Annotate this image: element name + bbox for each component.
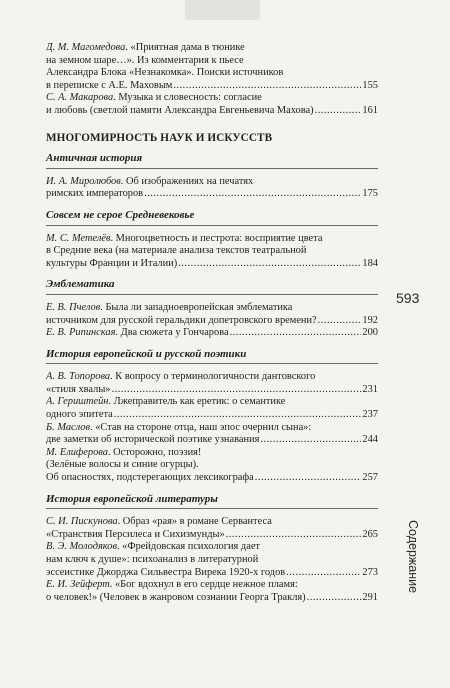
entry-author: С. А. Макарова: [46, 92, 114, 104]
entry-text: одного эпитета: [46, 409, 113, 421]
section-title: История европейской литературы: [46, 493, 378, 510]
entry-line-text: [46, 529, 225, 542]
entry-page-number: 192: [362, 314, 378, 326]
entry-text: . Многоцветность и пестрота: восприятие цвета: [110, 232, 323, 244]
entry-page-number: 237: [362, 409, 378, 421]
dot-leader: [307, 592, 362, 605]
dot-leader: [255, 472, 362, 485]
toc-entry: [46, 447, 378, 485]
dot-leader: [286, 567, 361, 580]
toc-entry: [46, 92, 378, 117]
dot-leader: [226, 529, 362, 542]
entry-page-number: 161: [362, 104, 378, 116]
entry-text: . Музыка и словесность: согласие: [113, 92, 262, 104]
entry-page-number: 244: [362, 434, 378, 446]
entry-line: [46, 67, 378, 80]
entry-line: [46, 384, 378, 397]
entry-text: . «Бог вдохнул в его сердце нежное пламя:: [109, 579, 298, 591]
entry-author: М. С. Метелёв: [46, 232, 111, 244]
entry-line-text: [46, 472, 254, 485]
page-tab-marker: [185, 0, 260, 20]
toc-entry: [46, 396, 378, 421]
entry-line: [46, 592, 378, 605]
entry-text: источником для русской геральдики допетровского времени?: [46, 314, 317, 326]
entry-text: . Осторожно, поэзия!: [107, 446, 202, 458]
toc-entry: [46, 302, 378, 327]
entry-line: [46, 567, 378, 580]
dot-leader: [230, 327, 362, 340]
entry-line: [46, 315, 378, 328]
toc-entry: [46, 176, 378, 201]
entry-line-text: [46, 384, 111, 397]
entry-text: . Лжеправитель как еретик: о семантике: [108, 396, 286, 408]
entry-text: . Была ли западноевропейская эмблематика: [100, 301, 293, 313]
dot-leader: [178, 258, 361, 271]
toc-entry: [46, 579, 378, 604]
entry-page-number: 257: [362, 472, 378, 484]
entry-author: Е. В. Рипинская: [46, 327, 116, 339]
toc-entry: [46, 422, 378, 447]
dot-leader: [114, 409, 362, 422]
entry-text: . Об изображениях на печатях: [120, 175, 254, 187]
entry-line: [46, 327, 378, 340]
entry-text: эссеистике Джорджа Сильвестра Вирека 1920-х годов: [46, 566, 286, 578]
entry-line: [46, 92, 378, 105]
entry-line-text: [46, 327, 229, 340]
entry-text: на земном шаре…». Из комментария к пьесе: [46, 54, 244, 66]
entry-text: в Средние века (на материале анализа текстов театральной: [46, 245, 307, 257]
entry-author: Д. М. Магомедова: [46, 42, 126, 53]
toc-entry: [46, 327, 378, 340]
entry-line: [46, 176, 378, 189]
entry-line: [46, 422, 378, 435]
entry-line: [46, 579, 378, 592]
entry-line-text: [46, 188, 143, 201]
entry-author: С. И. Пискунова: [46, 516, 118, 528]
entry-line-text: [46, 434, 259, 447]
table-of-contents: [46, 42, 378, 604]
entry-line: [46, 55, 378, 68]
entry-text: нам ключ к душе»: психоанализ в литературной: [46, 554, 259, 565]
entry-line-text: [46, 105, 314, 118]
entry-text: «Странствия Персилеса и Сихизмунды»: [46, 528, 225, 540]
entry-line: [46, 516, 378, 529]
entry-text: (Зелёные волосы и синие огурцы).: [46, 459, 199, 471]
dot-leader: [112, 384, 362, 397]
entry-author: М. Елиферова: [46, 446, 108, 458]
toc-entry: [46, 233, 378, 271]
entry-line: [46, 396, 378, 409]
entry-line: [46, 541, 378, 554]
entry-page-number: 184: [362, 257, 378, 269]
entry-line-text: [46, 258, 177, 271]
entry-author: И. А. Миролюбов: [46, 175, 121, 187]
entry-line: [46, 80, 378, 93]
section-title: Эмблематика: [46, 278, 378, 295]
entry-line: [46, 371, 378, 384]
toc-entry: [46, 371, 378, 396]
running-head: Содержание: [406, 520, 420, 594]
entry-line: [46, 472, 378, 485]
entry-line-text: [46, 592, 306, 605]
entry-text: . Образ «рая» в романе Сервантеса: [117, 516, 272, 528]
dot-leader: [318, 315, 362, 328]
entry-line: [46, 529, 378, 542]
part-heading: МНОГОМИРНОСТЬ НАУК И ИСКУССТВ: [46, 131, 273, 144]
entry-page-number: 155: [362, 79, 378, 91]
entry-page-number: 273: [362, 566, 378, 578]
entry-line: [46, 459, 378, 472]
entry-line: [46, 42, 378, 55]
entry-text: культуры Франции и Италии): [46, 257, 178, 269]
dot-leader: [315, 105, 362, 118]
entry-text: о человек!» (Человек в жанровом сознании Георга Тракля): [46, 591, 306, 603]
entry-text: и любовь (светлой памяти Александра Евгеньевича Махова): [46, 104, 314, 116]
entry-line: [46, 105, 378, 118]
entry-text: . «Став на стороне отца, наш эпос очернил сына»:: [90, 421, 312, 433]
dot-leader: [144, 188, 361, 201]
entry-page-number: 231: [362, 383, 378, 395]
entry-text: в переписке с А.Е. Маховым: [46, 79, 173, 91]
entry-author: Е. В. Пчелов: [46, 301, 101, 313]
section-title: История европейской и русской поэтики: [46, 348, 378, 365]
entry-line: [46, 554, 378, 567]
entry-text: Об опасностях, подстерегающих лексикографа: [46, 472, 254, 484]
dot-leader: [260, 434, 361, 447]
entry-text: две заметки об исторической поэтике узнавания: [46, 434, 260, 446]
entry-line: [46, 258, 378, 271]
entry-author: В. Э. Молодяков: [46, 541, 117, 553]
entry-text: . Два сюжета у Гончарова: [115, 327, 229, 339]
entry-text: «стиля хвалы»: [46, 383, 111, 395]
toc-entry: [46, 42, 378, 92]
section-title: Совсем не серое Средневековье: [46, 209, 378, 226]
entry-page-number: 291: [362, 591, 378, 603]
entry-author: А. В. Топорова: [46, 371, 111, 383]
entry-line: [46, 188, 378, 201]
entry-line: [46, 233, 378, 246]
toc-entry: [46, 516, 378, 541]
section-title: Античная история: [46, 152, 378, 169]
entry-line: [46, 447, 378, 460]
entry-line: [46, 409, 378, 422]
entry-text: . К вопросу о терминологичности дантовского: [110, 371, 316, 383]
entry-page-number: 200: [362, 327, 378, 339]
entry-text: . «Приятная дама в тюнике: [125, 42, 245, 53]
entry-line-text: [46, 315, 317, 328]
entry-line: [46, 245, 378, 258]
entry-line: [46, 434, 378, 447]
toc-entry: [46, 541, 378, 579]
entry-line-text: [46, 409, 113, 422]
entry-author: Б. Маслов: [46, 421, 91, 433]
dot-leader: [173, 80, 361, 93]
entry-author: А. Гериштейн: [46, 396, 109, 408]
entry-text: римских императоров: [46, 188, 144, 200]
entry-page-number: 175: [362, 188, 378, 200]
page-number: 593: [396, 290, 420, 306]
entry-text: . «Фрейдовская психология дает: [116, 541, 260, 553]
entry-line-text: [46, 80, 172, 93]
entry-author: Е. И. Зейферт: [46, 579, 110, 591]
entry-line: [46, 302, 378, 315]
entry-page-number: 265: [362, 528, 378, 540]
entry-line-text: [46, 567, 285, 580]
entry-text: Александра Блока «Незнакомка». Поиски источников: [46, 67, 284, 79]
